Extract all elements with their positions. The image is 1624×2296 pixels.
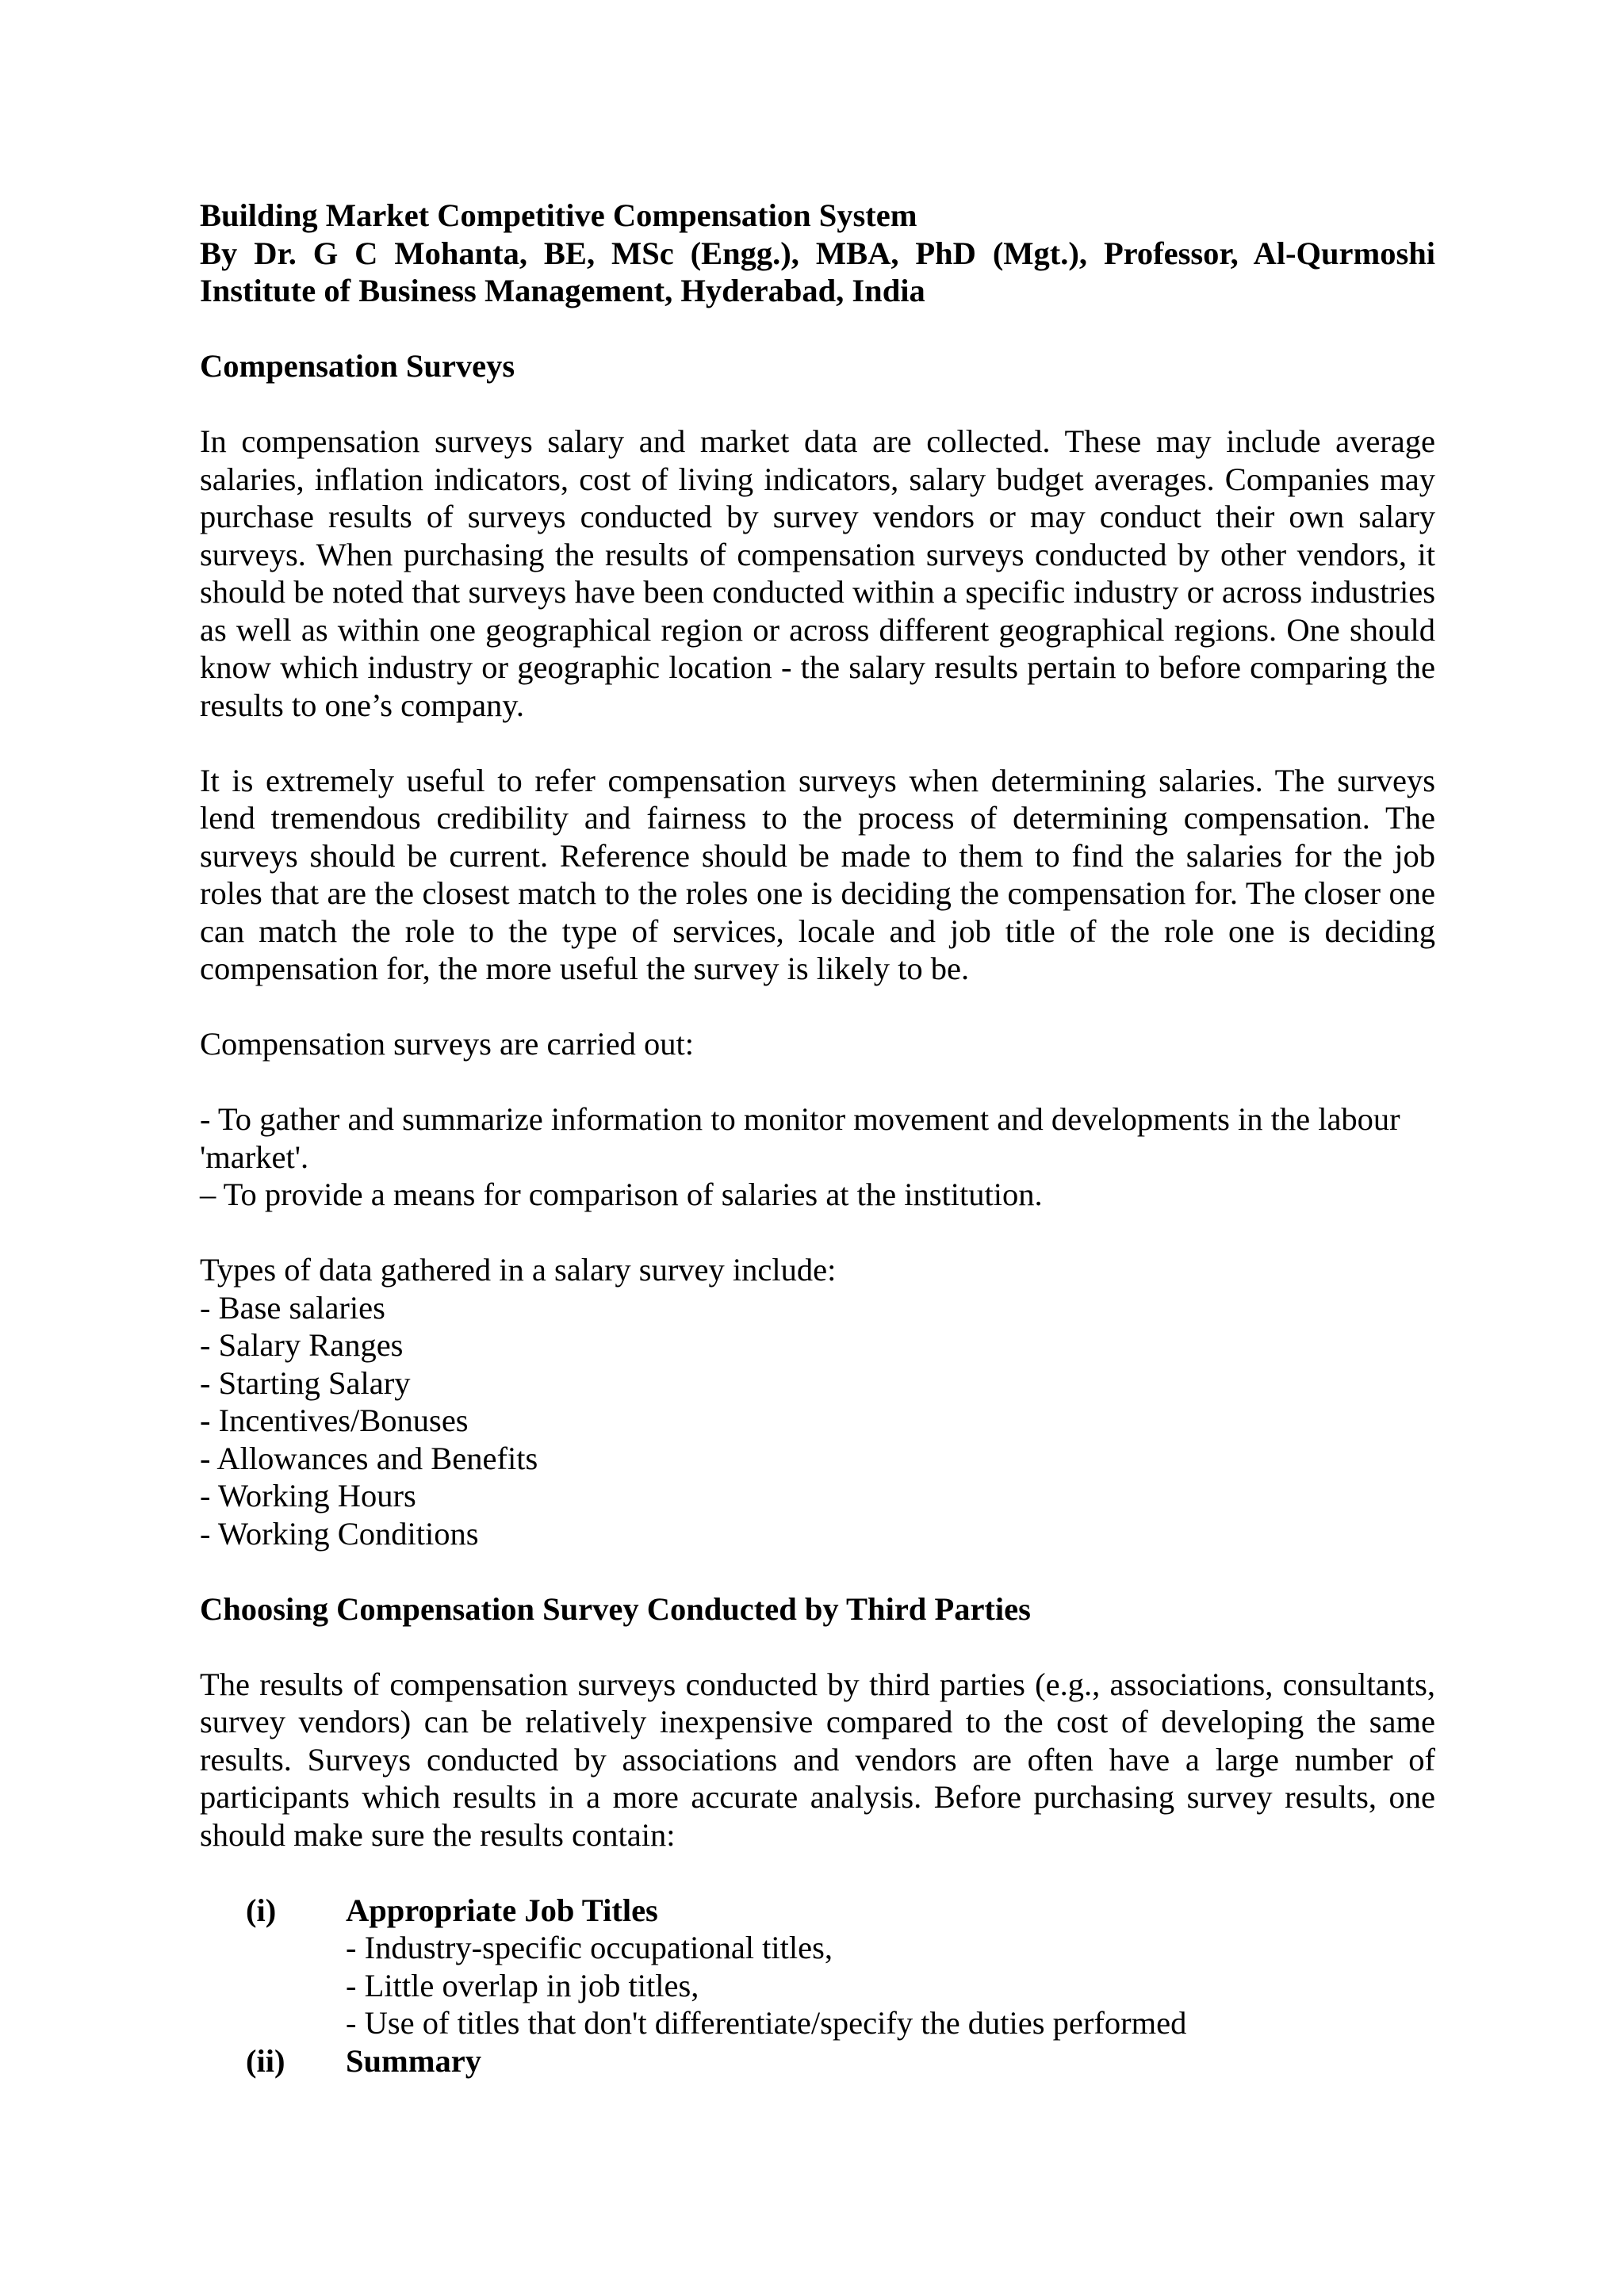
requirement-title: Appropriate Job Titles	[346, 1892, 658, 1928]
type-item: - Working Hours	[200, 1478, 416, 1513]
types-list	[200, 1251, 1435, 1552]
paragraph-survey-data: In compensation surveys salary and market data are collected. These may include average salaries, inflation indicators, cost of living indicators, salary budget averages. Companies may purchase results of surveys conducted by survey vendors or may conduct their own salary surveys. When purchasing the results of compensation surveys conducted by other vendors, it should be noted that surveys have been conducted within a specific industry or across industries as well as within one geographical region or across different geographical regions. One should know which industry or geographic location - the salary results pertain to before comparing the results to one’s company.	[200, 423, 1435, 723]
requirement-item	[200, 1892, 1435, 2042]
section-heading-third-parties: Choosing Compensation Survey Conducted by Third Parties	[200, 1590, 1031, 1627]
requirement-number: (ii)	[246, 2042, 285, 2079]
purpose-item: – To provide a means for comparison of salaries at the institution.	[200, 1177, 1043, 1212]
requirement-item	[200, 2042, 1435, 2080]
requirements-list	[200, 1892, 1435, 2080]
requirement-number: (i)	[246, 1892, 277, 1928]
type-item: - Working Conditions	[200, 1515, 479, 1552]
type-item: - Allowances and Benefits	[200, 1440, 538, 1476]
type-item: - Starting Salary	[200, 1364, 411, 1401]
types-intro: Types of data gathered in a salary survey include:	[200, 1252, 837, 1288]
purpose-list	[200, 1100, 1435, 1214]
author-line: By Dr. G C Mohanta, BE, MSc (Engg.), MBA, PhD (Mgt.), Professor, Al-Qurmoshi Institute of Business Management, Hyderabad, India	[200, 235, 1435, 308]
requirement-subitem: - Industry-specific occupational titles,	[346, 1930, 833, 1965]
document-title	[200, 197, 1435, 235]
paragraph-third-parties: The results of compensation surveys conducted by third parties (e.g., associations, consultants, survey vendors) can be relatively inexpensive compared to the cost of developing the same results. Surveys conducted by associations and vendors are often have a large number of participants which results in a more accurate analysis. Before purchasing survey results, one should make sure the results contain:	[200, 1666, 1435, 1853]
requirement-subitem: - Use of titles that don't differentiate/specify the duties performed	[346, 2005, 1187, 2041]
title-text: Building Market Competitive Compensation System	[200, 197, 917, 233]
section-heading-compensation-surveys: Compensation Surveys	[200, 348, 515, 384]
type-item: - Incentives/Bonuses	[200, 1402, 469, 1438]
purpose-item: - To gather and summarize information to monitor movement and developments in the labour 'market'.	[200, 1101, 1400, 1175]
paragraph-survey-usefulness: It is extremely useful to refer compensation surveys when determining salaries. The surveys lend tremendous credibility and fairness to the process of determining compensation. The surveys should be current. Reference should be made to them to find the salaries for the job roles that are the closest match to the roles one is deciding the compensation for. The closer one can match the role to the type of services, locale and job title of the role one is deciding compensation for, the more useful the survey is likely to be.	[200, 762, 1435, 986]
requirement-title: Summary	[346, 2042, 481, 2079]
document-page	[200, 197, 1435, 2080]
purpose-intro: Compensation surveys are carried out:	[200, 1026, 695, 1062]
type-item: - Salary Ranges	[200, 1327, 404, 1363]
type-item: - Base salaries	[200, 1289, 385, 1326]
requirement-subitem: - Little overlap in job titles,	[346, 1967, 699, 2003]
